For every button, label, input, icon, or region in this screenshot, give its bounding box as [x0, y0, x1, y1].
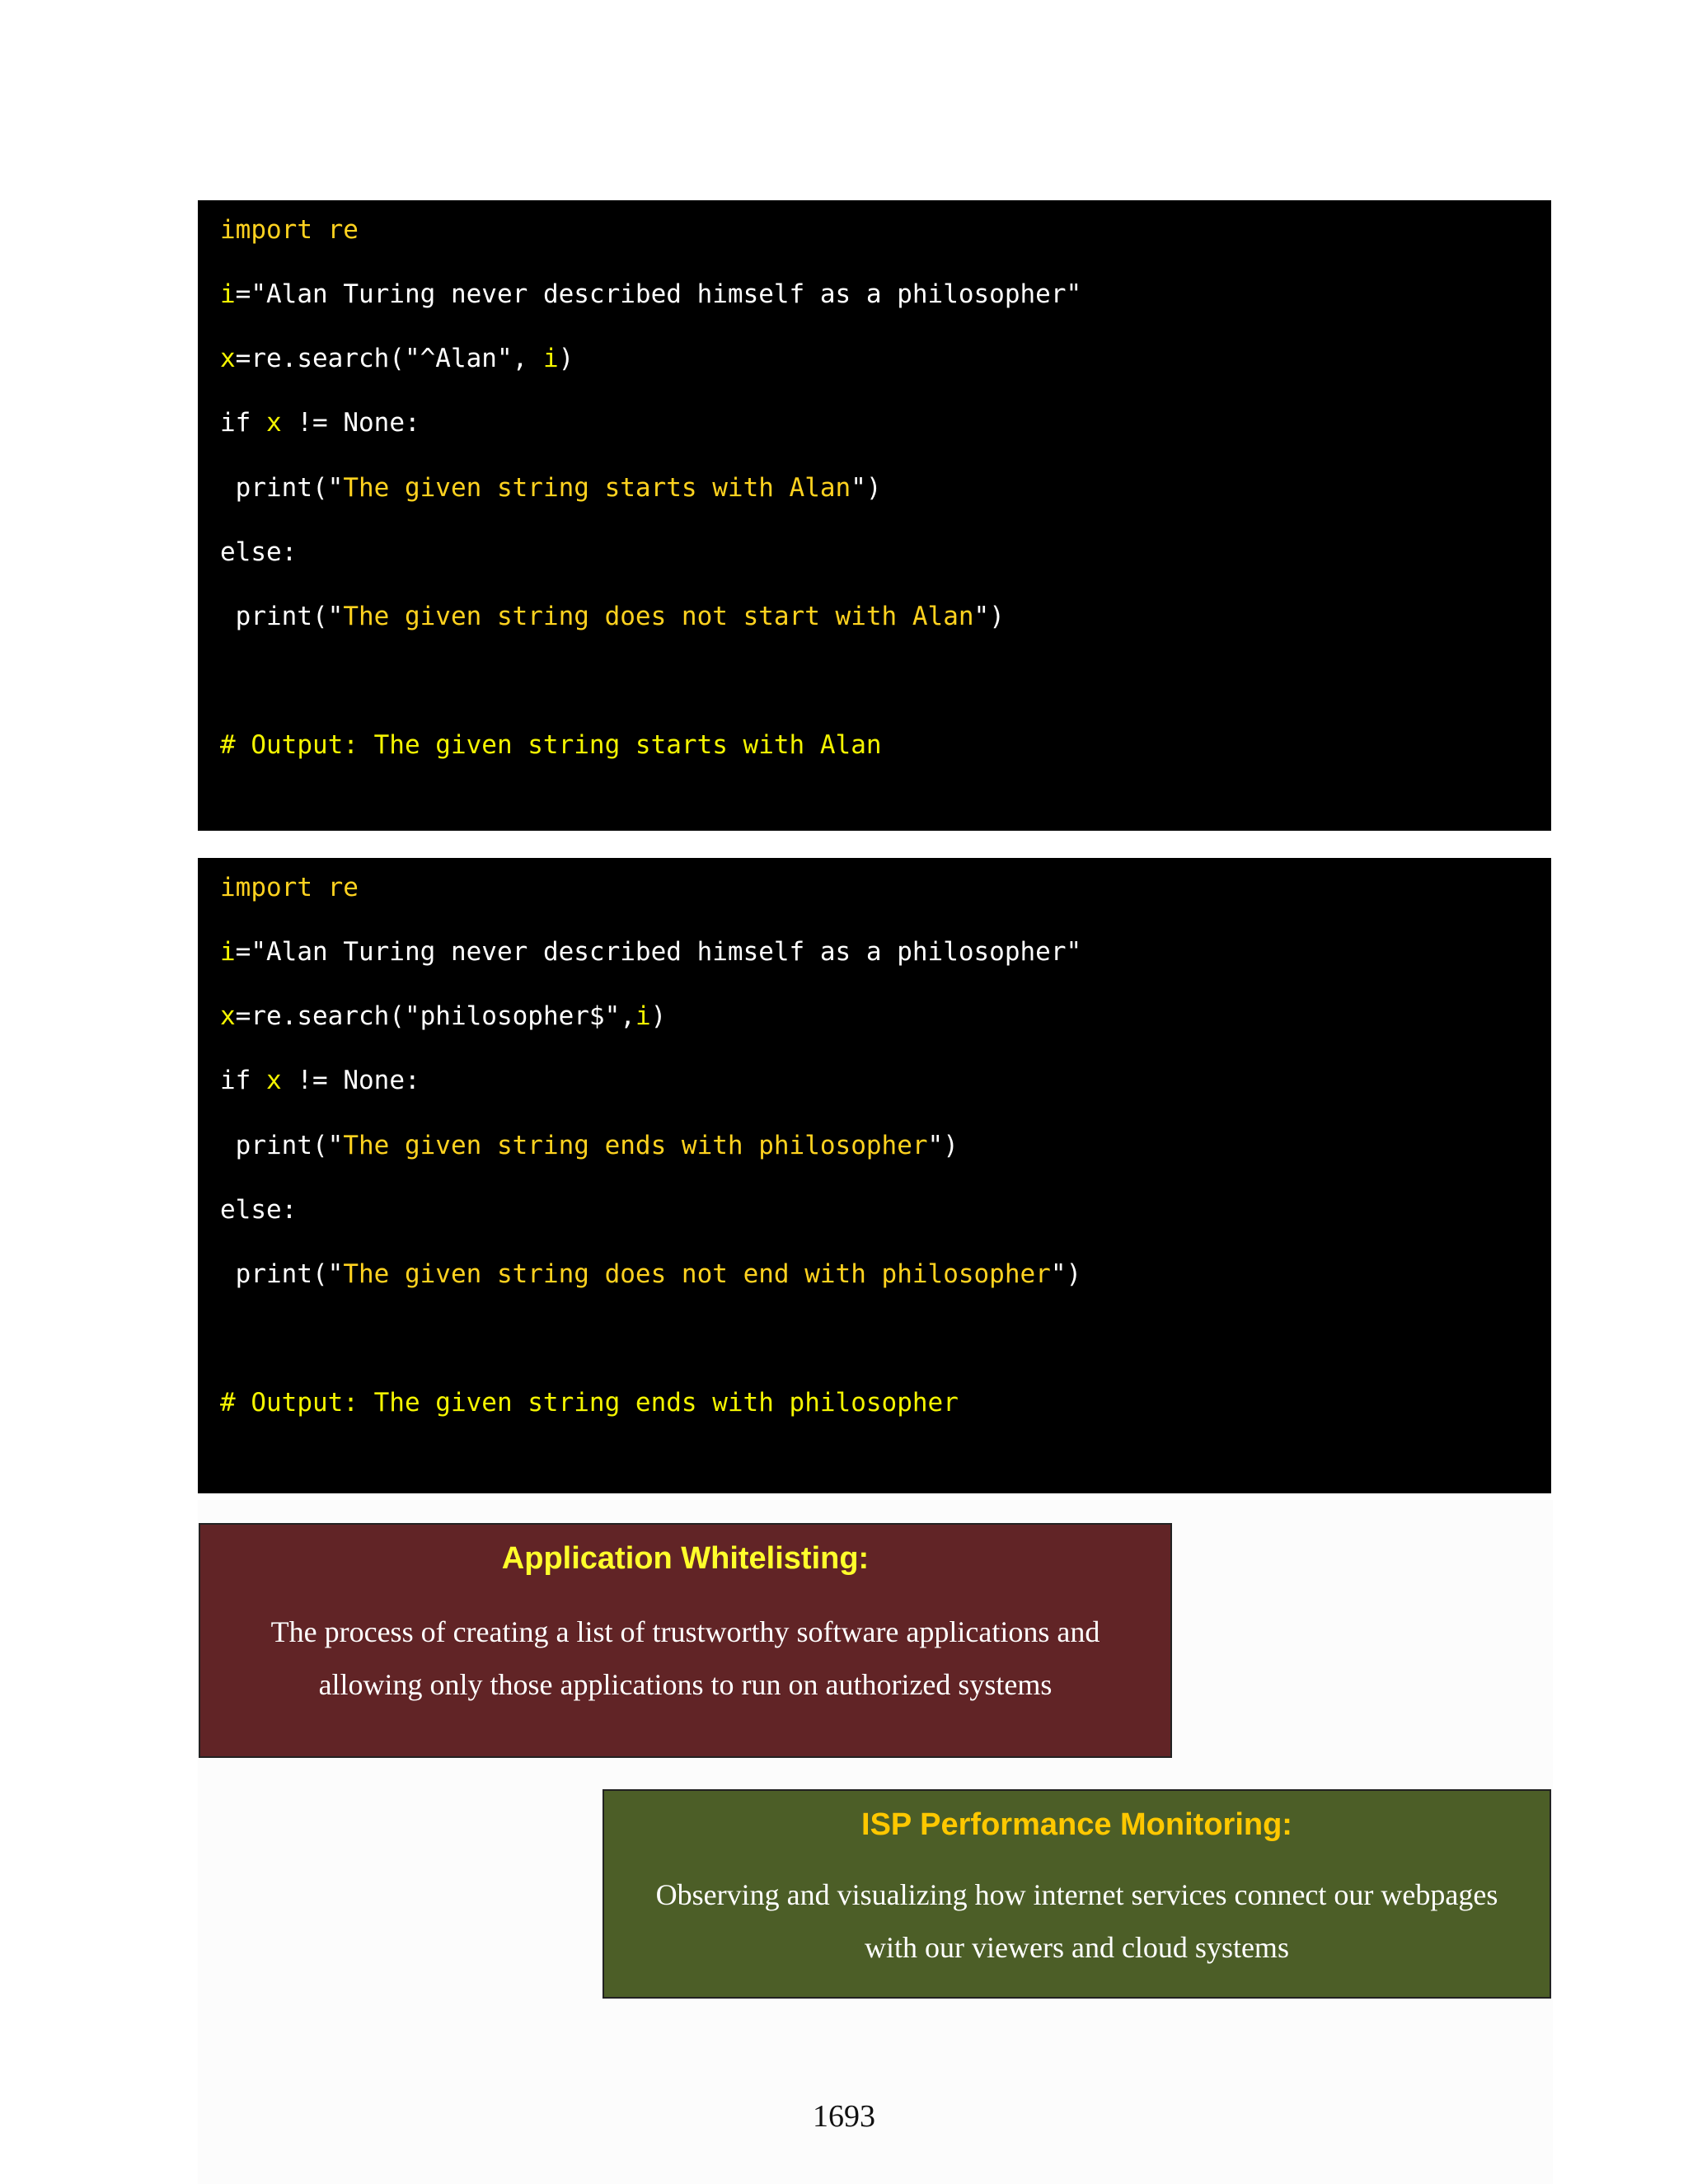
code-token: # Output: The given string starts with Alan	[220, 730, 882, 760]
code-token: print("	[220, 473, 344, 503]
box-body-line: Observing and visualizing how internet services connect our webpages	[655, 1878, 1498, 1911]
definition-box-application-whitelisting	[199, 1523, 1172, 1758]
box-body-line: The process of creating a list of trustworthy software applications and	[270, 1615, 1100, 1648]
code-line	[220, 342, 574, 375]
code-token: )	[650, 1001, 667, 1031]
code-token: i	[220, 937, 236, 967]
code-token: else:	[220, 1195, 298, 1225]
code-block-ends-with	[198, 858, 1551, 1493]
code-token: The given string does not start with Alan	[343, 602, 974, 631]
code-token: import re	[220, 215, 359, 245]
code-block-starts-with	[198, 200, 1551, 831]
box-body-line: with our viewers and cloud systems	[865, 1931, 1289, 1964]
code-line	[220, 213, 359, 246]
code-token: )	[558, 344, 574, 373]
code-token: x	[266, 408, 282, 438]
code-token: != None:	[281, 408, 420, 438]
code-line	[220, 406, 420, 439]
code-token: x	[220, 344, 236, 373]
page-number: 1693	[813, 2099, 875, 2134]
code-line	[220, 1064, 420, 1097]
code-token: x	[220, 1001, 236, 1031]
code-token: The given string starts with Alan	[343, 473, 851, 503]
code-token: print("	[220, 602, 344, 631]
code-token: ")	[973, 602, 1005, 631]
code-token: =re.search("^Alan",	[235, 344, 543, 373]
code-token: ="Alan Turing never described himself as a philosopher"	[235, 937, 1082, 967]
code-token: if	[220, 408, 266, 438]
code-line	[220, 536, 297, 569]
code-token: else:	[220, 537, 298, 567]
code-token: x	[266, 1066, 282, 1095]
code-line	[220, 935, 1081, 968]
code-line	[220, 871, 359, 904]
code-token: ")	[927, 1131, 959, 1160]
code-token: ")	[851, 473, 882, 503]
code-line	[220, 1000, 666, 1033]
box-title: Application Whitelisting:	[501, 1541, 870, 1576]
code-token: print("	[220, 1131, 344, 1160]
code-token: != None:	[281, 1066, 420, 1095]
code-line	[220, 1129, 959, 1162]
code-line	[220, 1193, 297, 1226]
code-token: The given string ends with philosopher	[343, 1131, 928, 1160]
box-body-line: allowing only those applications to run on authorized systems	[318, 1668, 1053, 1701]
code-line	[220, 1258, 1081, 1291]
code-token: if	[220, 1066, 266, 1095]
definition-box-isp-performance-monitoring	[603, 1789, 1551, 1999]
code-line	[220, 1386, 959, 1419]
box-body	[637, 1868, 1517, 1974]
code-token: i	[542, 344, 559, 373]
code-token: i	[635, 1001, 651, 1031]
code-line	[220, 600, 1005, 633]
code-token: i	[220, 279, 236, 309]
code-token: # Output: The given string ends with philosopher	[220, 1388, 959, 1418]
code-line	[220, 729, 882, 762]
box-title: ISP Performance Monitoring:	[861, 1807, 1292, 1842]
code-token: import re	[220, 873, 359, 902]
code-line	[220, 278, 1081, 311]
code-token: ="Alan Turing never described himself as a philosopher"	[235, 279, 1082, 309]
code-line	[220, 471, 882, 504]
code-token: print("	[220, 1259, 344, 1289]
code-token: =re.search("philosopher$",	[235, 1001, 635, 1031]
box-body	[233, 1605, 1137, 1711]
code-token: The given string does not end with philosopher	[343, 1259, 1051, 1289]
code-token: ")	[1050, 1259, 1082, 1289]
